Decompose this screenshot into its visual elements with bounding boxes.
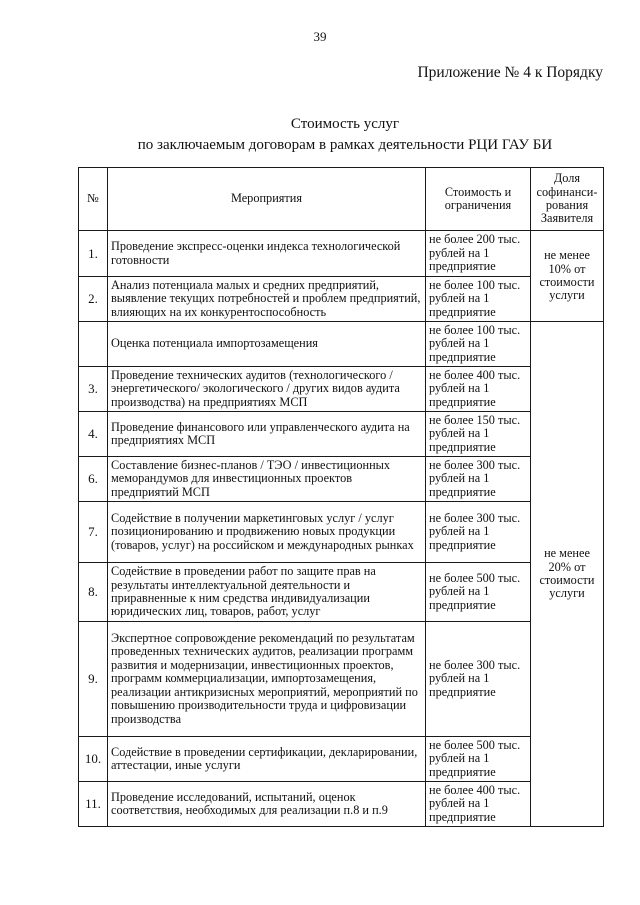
row-activity: Проведение технических аудитов (технологического / энергетического/ экологического / других видов аудита производства) на предприятиях МСП — [108, 367, 426, 412]
row-cost: не более 400 тыс. рублей на 1 предприятие — [426, 782, 531, 827]
table-row — [79, 231, 604, 277]
row-number: 7. — [79, 502, 108, 563]
share-group-2: не менее 20% от стоимости услуги — [531, 322, 604, 827]
appendix-label: Приложение № 4 к Порядку — [417, 64, 603, 81]
row-number: 4. — [79, 412, 108, 457]
row-number: 9. — [79, 622, 108, 737]
table-row — [79, 412, 604, 457]
row-cost: не более 300 тыс. рублей на 1 предприятие — [426, 502, 531, 563]
row-activity: Экспертное сопровождение рекомендаций по результатам проведенных технических аудитов, реализации программ развития и модернизации, инвестиционных проектов, программ коммерциализации, импортозамещения, реализации антикризисных мероприятий, мероприятий по повышению производительности труда и цифровизации производства — [108, 622, 426, 737]
table-row — [79, 622, 604, 737]
table-row — [79, 367, 604, 412]
services-cost-table — [78, 167, 604, 827]
row-activity: Проведение исследований, испытаний, оценок соответствия, необходимых для реализации п.8 и п.9 — [108, 782, 426, 827]
row-activity: Содействие в проведении работ по защите прав на результаты интеллектуальной деятельности и приравненные к ним средства индивидуализации юридических лиц, товаров, работ, услуг — [108, 563, 426, 622]
row-number: 3. — [79, 367, 108, 412]
row-number: 11. — [79, 782, 108, 827]
document-title — [0, 114, 640, 156]
row-number: 2. — [79, 277, 108, 322]
header-number: № — [79, 168, 108, 231]
row-cost: не более 150 тыс. рублей на 1 предприятие — [426, 412, 531, 457]
row-cost: не более 100 тыс. рублей на 1 предприятие — [426, 277, 531, 322]
row-cost: не более 300 тыс. рублей на 1 предприятие — [426, 622, 531, 737]
table-row — [79, 322, 604, 367]
title-line-1: Стоимость услуг — [290, 116, 400, 132]
row-cost: не более 500 тыс. рублей на 1 предприятие — [426, 563, 531, 622]
table-row — [79, 782, 604, 827]
row-number: 8. — [79, 563, 108, 622]
title-line-2: по заключаемым договорам в рамках деятельности РЦИ ГАУ БИ — [137, 137, 553, 153]
row-activity: Содействие в получении маркетинговых услуг / услуг позиционированию и продвижению новых продукции (товаров, услуг) на российском и международных рынках — [108, 502, 426, 563]
row-number: 1. — [79, 231, 108, 277]
row-cost: не более 400 тыс. рублей на 1 предприятие — [426, 367, 531, 412]
table-row — [79, 502, 604, 563]
table-row — [79, 563, 604, 622]
row-activity: Содействие в проведении сертификации, декларировании, аттестации, иные услуги — [108, 737, 426, 782]
row-cost: не более 500 тыс. рублей на 1 предприятие — [426, 737, 531, 782]
header-activity: Мероприятия — [108, 168, 426, 231]
row-cost: не более 200 тыс. рублей на 1 предприятие — [426, 231, 531, 277]
header-share: Доля софинанси-рования Заявителя — [531, 168, 604, 231]
row-activity: Оценка потенциала импортозамещения — [108, 322, 426, 367]
row-number: 6. — [79, 457, 108, 502]
table-row — [79, 737, 604, 782]
page-number: 39 — [313, 29, 327, 44]
row-activity: Проведение экспресс-оценки индекса технологической готовности — [108, 231, 426, 277]
row-activity: Анализ потенциала малых и средних предприятий, выявление текущих потребностей и проблем предприятий, влияющих на их конкурентоспособность — [108, 277, 426, 322]
row-number: 10. — [79, 737, 108, 782]
row-number — [79, 322, 108, 367]
row-cost: не более 300 тыс. рублей на 1 предприятие — [426, 457, 531, 502]
row-activity: Проведение финансового или управленческого аудита на предприятиях МСП — [108, 412, 426, 457]
row-activity: Составление бизнес-планов / ТЭО / инвестиционных меморандумов для инвестиционных проектов предприятий МСП — [108, 457, 426, 502]
table-row — [79, 457, 604, 502]
row-cost: не более 100 тыс. рублей на 1 предприятие — [426, 322, 531, 367]
table-header-row — [79, 168, 604, 231]
table-row — [79, 277, 604, 322]
header-cost: Стоимость и ограничения — [426, 168, 531, 231]
share-group-1: не менее 10% от стоимости услуги — [531, 231, 604, 322]
